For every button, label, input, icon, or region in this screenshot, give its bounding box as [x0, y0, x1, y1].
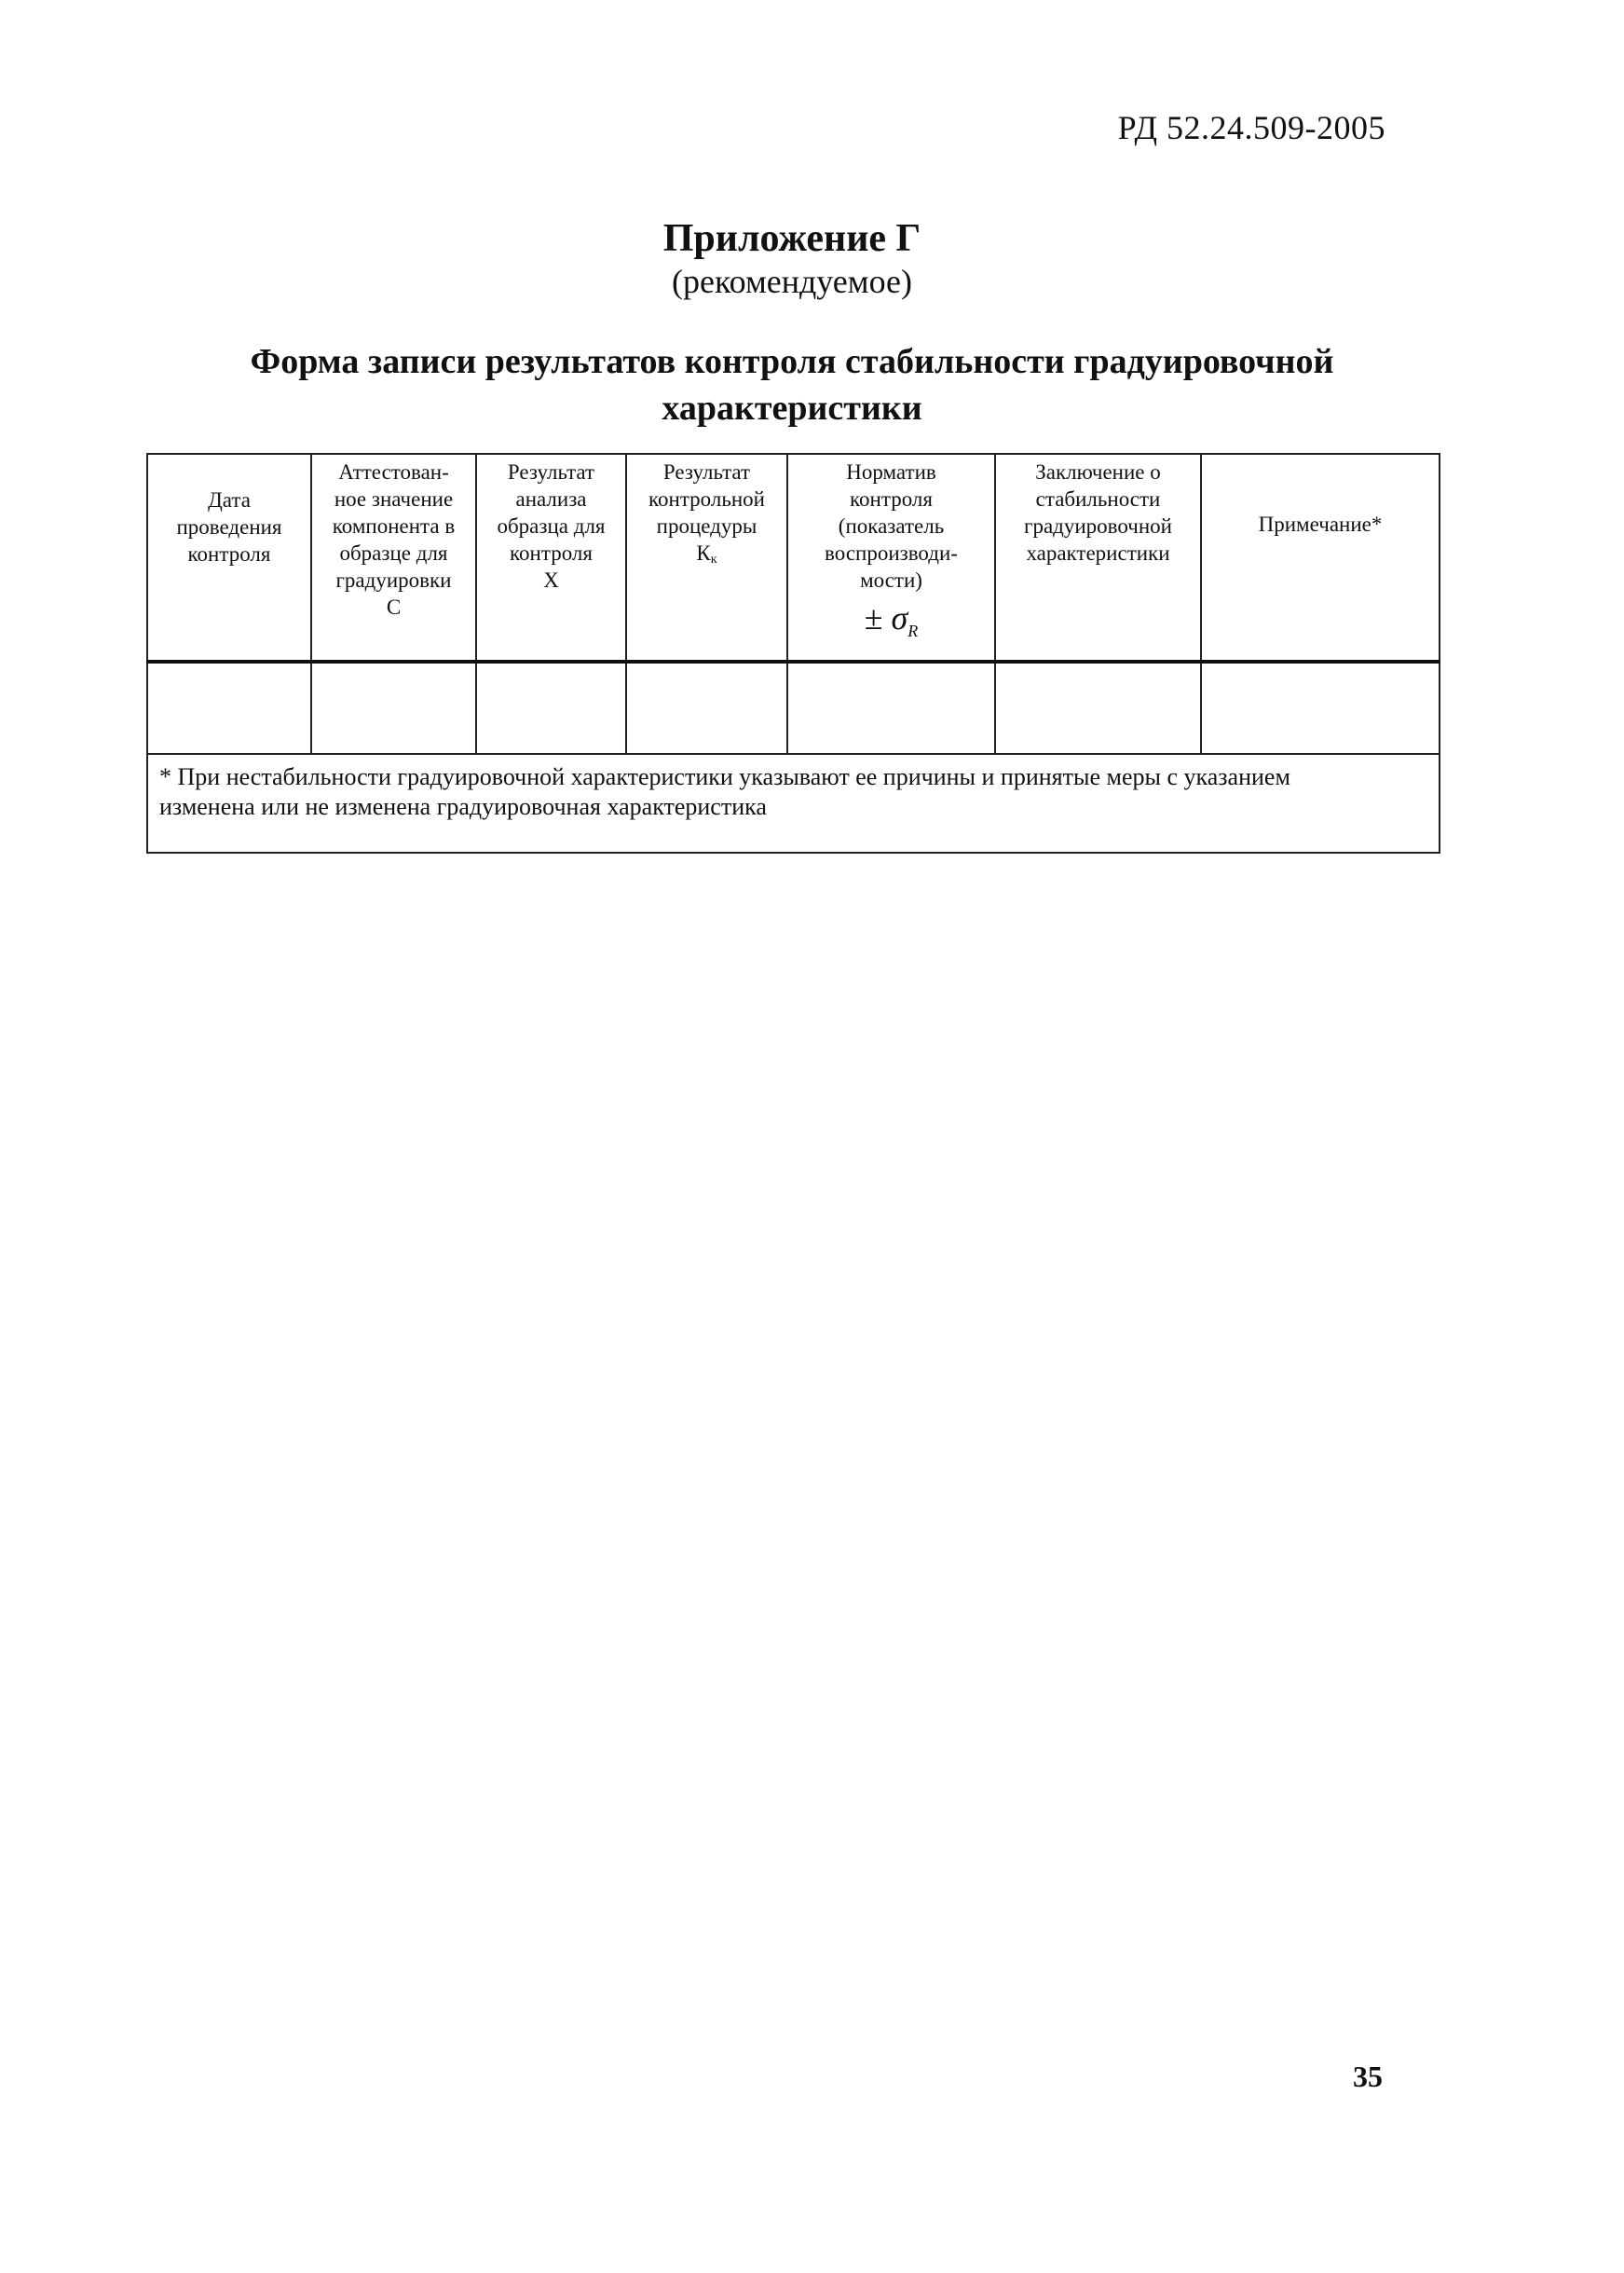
- header-certified-line: образце для: [339, 541, 448, 565]
- sigma-letter: σ: [891, 599, 908, 637]
- table-header-row: [147, 454, 1440, 662]
- header-norm-line: Норматив: [846, 460, 936, 484]
- header-control-procedure: [626, 454, 787, 662]
- entry-date-cell[interactable]: [147, 662, 311, 754]
- header-note-text: Примечание*: [1258, 513, 1383, 536]
- header-conclusion-line: стабильности: [1035, 487, 1161, 511]
- entry-analysis-cell[interactable]: [476, 662, 626, 754]
- header-certified-line: Аттестован-: [338, 460, 449, 484]
- header-date-line: контроля: [187, 542, 271, 566]
- table-footnote-row: [147, 754, 1440, 853]
- entry-certified-cell[interactable]: [311, 662, 476, 754]
- page-number: 35: [1353, 2060, 1383, 2093]
- header-procedure-symbol: [633, 540, 781, 573]
- header-procedure-line: процедуры: [656, 514, 757, 538]
- header-control-norm: [787, 454, 995, 662]
- k-subscript: к: [710, 553, 717, 567]
- header-analysis-line: образца для: [497, 514, 606, 538]
- header-certified-line: компонента в: [332, 514, 456, 538]
- header-note: [1201, 454, 1440, 662]
- header-analysis-line: Х: [543, 568, 559, 592]
- footnote-line2: изменена или не изменена градуировочная характеристика: [159, 793, 767, 820]
- appendix-heading: [0, 216, 1584, 302]
- header-analysis-line: Результат: [507, 460, 595, 484]
- header-date: [147, 454, 311, 662]
- header-conclusion: [995, 454, 1201, 662]
- entry-note-cell[interactable]: [1201, 662, 1440, 754]
- entry-norm-cell[interactable]: [787, 662, 995, 754]
- header-norm-line: воспроизводи-: [825, 541, 958, 565]
- appendix-subtitle: (рекомендуемое): [672, 263, 912, 300]
- header-norm-line: мости): [860, 568, 922, 592]
- appendix-title: Приложение Г: [662, 217, 921, 260]
- header-conclusion-line: Заключение о: [1035, 460, 1161, 484]
- header-certified-line: градуировки: [335, 568, 452, 592]
- plus-minus-sign: ±: [864, 599, 883, 637]
- header-norm-line: контроля: [850, 487, 933, 511]
- form-title-line2: характеристики: [662, 389, 922, 428]
- header-certified-line: С: [386, 596, 402, 619]
- footnote-line1: * При нестабильности градуировочной характеристики указывают ее причины и принятые меры с указанием: [159, 763, 1290, 790]
- table-row: [147, 662, 1440, 754]
- header-date-line: Дата: [208, 488, 251, 512]
- sigma-symbol: [794, 597, 989, 651]
- header-analysis-line: контроля: [510, 541, 593, 565]
- k-symbol: К: [696, 541, 711, 565]
- results-table: [146, 453, 1440, 854]
- form-title: [214, 338, 1370, 431]
- header-certified-value: [311, 454, 476, 662]
- entry-procedure-cell[interactable]: [626, 662, 787, 754]
- header-analysis-line: анализа: [515, 487, 587, 511]
- header-conclusion-line: градуировочной: [1024, 514, 1172, 538]
- document-code: РД 52.24.509-2005: [1117, 109, 1385, 146]
- header-conclusion-line: характеристики: [1026, 541, 1170, 565]
- entry-conclusion-cell[interactable]: [995, 662, 1201, 754]
- header-norm-line: (показатель: [838, 514, 945, 538]
- header-procedure-line: Результат: [662, 460, 751, 484]
- sigma-subscript: R: [908, 622, 919, 641]
- table-footnote: [147, 754, 1440, 853]
- header-procedure-line: контрольной: [648, 487, 765, 511]
- header-certified-line: ное значение: [334, 487, 454, 511]
- form-title-line1: Форма записи результатов контроля стабильности градуировочной: [250, 342, 1334, 381]
- header-analysis-result: [476, 454, 626, 662]
- header-date-line: проведения: [176, 515, 282, 539]
